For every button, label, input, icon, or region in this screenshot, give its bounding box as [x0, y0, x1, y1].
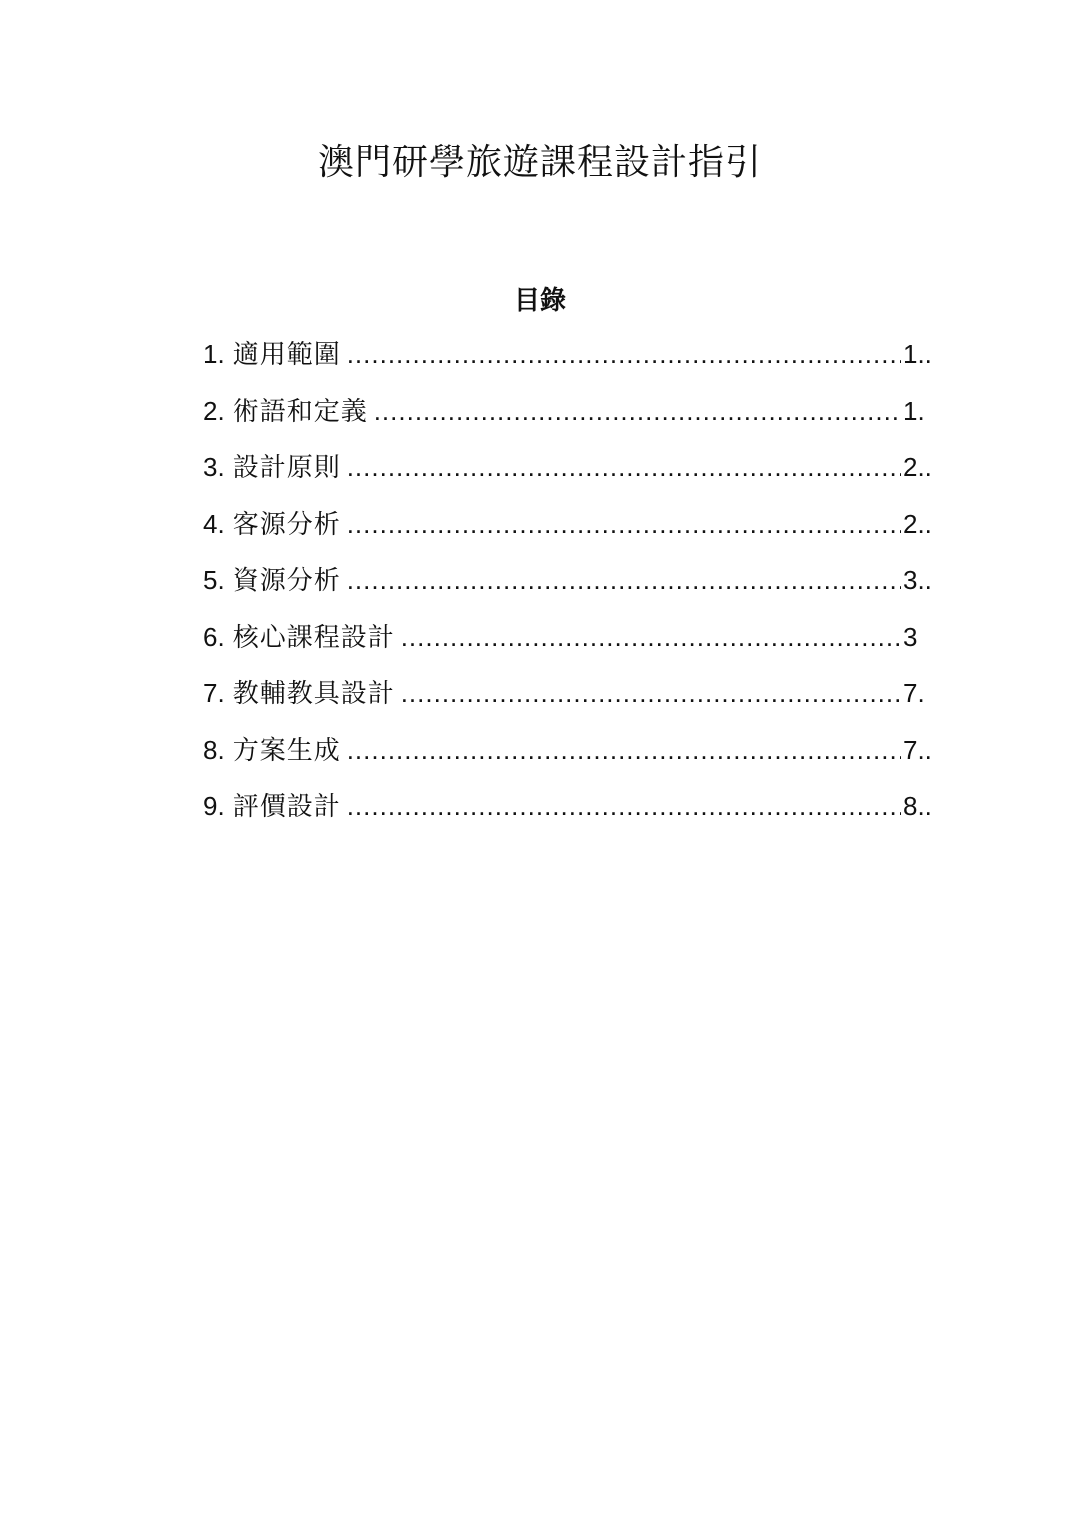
- table-of-contents: [203, 334, 933, 843]
- toc-item-number: 6.: [203, 621, 225, 652]
- toc-item-label: 客源分析: [232, 509, 341, 540]
- toc-item-label: 教輔教具設計: [232, 679, 395, 709]
- toc-item-label: 設計原則: [232, 453, 341, 483]
- toc-dot-leader: [401, 622, 901, 653]
- toc-dot-leader: [347, 509, 901, 540]
- toc-item-page: 1.: [903, 395, 925, 426]
- toc-item-page: 3: [903, 621, 918, 652]
- toc-item-number: 8.: [203, 734, 225, 765]
- toc-item-page: 2..: [903, 508, 932, 539]
- toc-item-label: 方案生成: [232, 735, 341, 766]
- toc-item-page: 2..: [903, 452, 932, 482]
- toc-item-label: 核心課程設計: [232, 622, 395, 653]
- toc-item-number: 7.: [203, 678, 225, 708]
- toc-item-scope[interactable]: [203, 334, 933, 391]
- toc-dot-leader: [401, 678, 901, 709]
- toc-item-number: 5.: [203, 565, 225, 595]
- toc-item-page: 8..: [903, 791, 932, 821]
- toc-dot-leader: [374, 396, 901, 427]
- toc-item-evaluation[interactable]: [203, 786, 933, 843]
- toc-item-page: 1..: [903, 339, 932, 369]
- toc-item-number: 2.: [203, 395, 225, 426]
- toc-item-page: 3..: [903, 565, 932, 595]
- toc-dot-leader: [347, 791, 901, 822]
- toc-dot-leader: [347, 339, 901, 370]
- toc-item-principles[interactable]: [203, 447, 933, 504]
- toc-heading: 目錄: [513, 286, 566, 316]
- toc-item-terms[interactable]: [203, 391, 933, 448]
- toc-item-teaching-aids[interactable]: [203, 673, 933, 730]
- document-title: 澳門研學旅遊課程設計指引: [317, 142, 762, 183]
- toc-item-page: 7..: [903, 734, 932, 765]
- toc-item-page: 7.: [903, 678, 925, 708]
- toc-dot-leader: [347, 452, 901, 483]
- toc-item-label: 適用範圍: [232, 340, 341, 370]
- toc-item-label: 評價設計: [232, 792, 341, 822]
- toc-item-number: 3.: [203, 452, 225, 482]
- toc-item-resource-analysis[interactable]: [203, 560, 933, 617]
- toc-item-number: 4.: [203, 508, 225, 539]
- toc-item-visitor-analysis[interactable]: [203, 504, 933, 561]
- toc-item-number: 9.: [203, 791, 225, 821]
- toc-item-label: 資源分析: [232, 566, 341, 596]
- toc-dot-leader: [347, 565, 901, 596]
- toc-item-core-course[interactable]: [203, 617, 933, 674]
- toc-item-number: 1.: [203, 339, 225, 369]
- toc-item-plan-generation[interactable]: [203, 730, 933, 787]
- toc-dot-leader: [347, 735, 901, 766]
- toc-item-label: 術語和定義: [232, 396, 368, 427]
